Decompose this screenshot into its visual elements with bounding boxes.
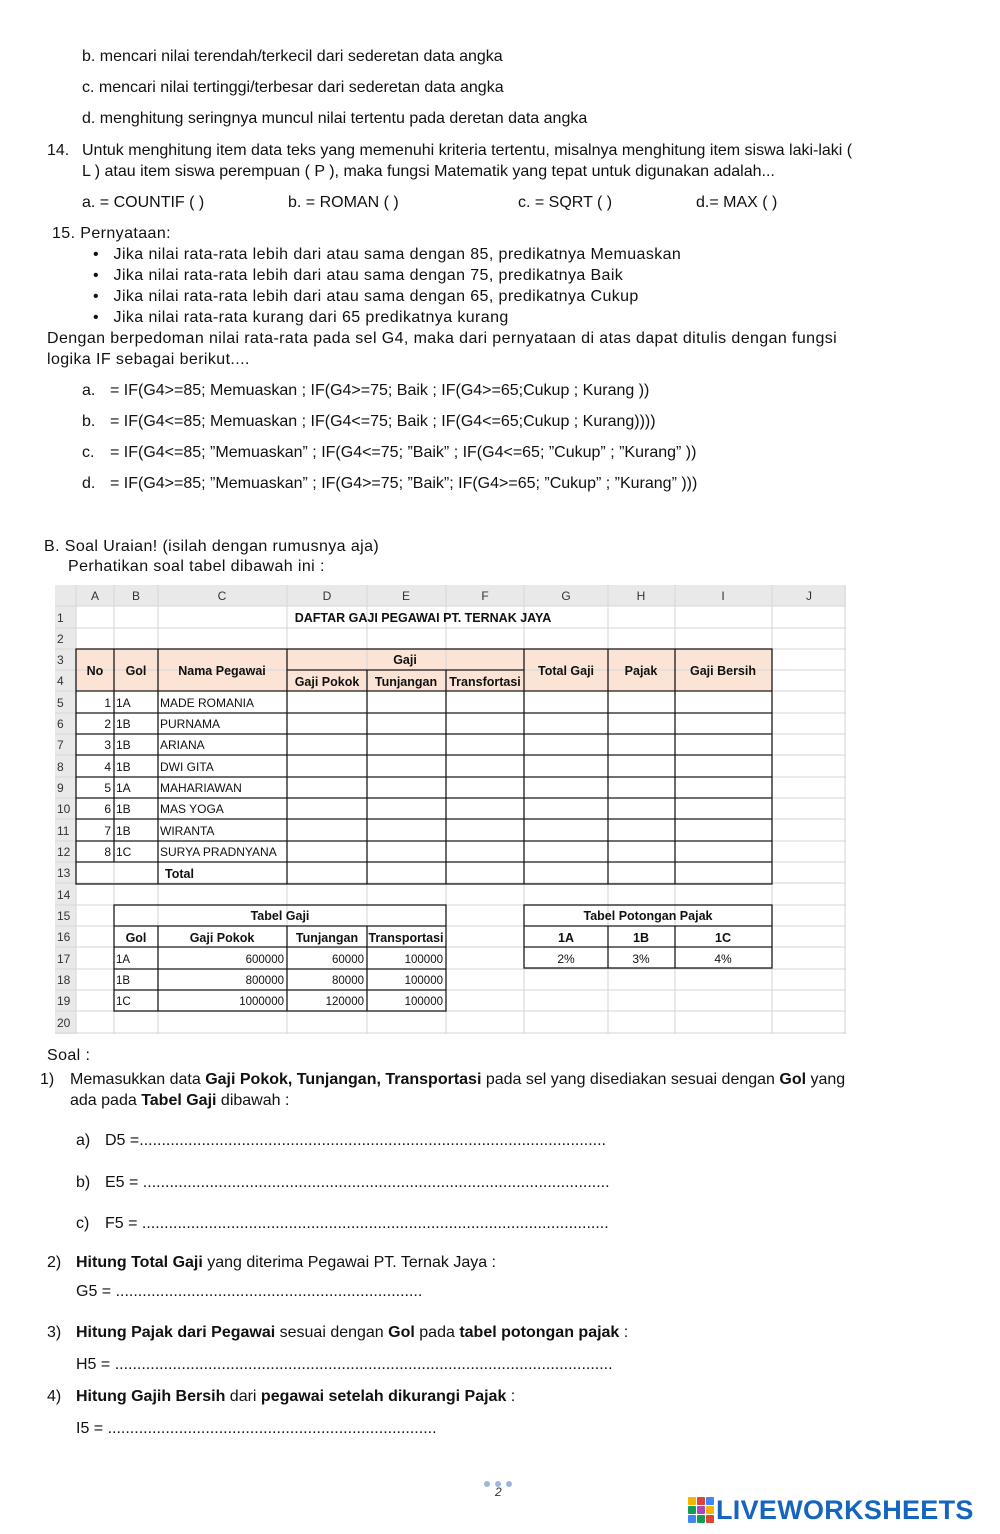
tg-header-gol: Gol [125,931,147,945]
tg-cell: 1000000 [239,996,284,1008]
tp-header-1b: 1B [633,931,649,945]
col-header-a: A [90,589,100,603]
soal-4-number: 4) [47,1388,62,1405]
soal-4-text: Hitung Gajih Bersih dari pegawai setelah dikurangi Pajak : [76,1388,516,1405]
col-header-c: C [217,589,227,603]
header-transfortasi: Transfortasi [449,675,521,689]
q14-line1: Untuk menghitung item data teks yang memenuhi kriteria tertentu, misalnya menghitung item siswa laki-laki ( [82,142,853,159]
header-tunjangan: Tunjangan [374,675,438,689]
section-b-title: B. Soal Uraian! (isilah dengan rumusnya aja) [44,538,380,555]
soal-2-text: Hitung Total Gaji yang diterima Pegawai PT. Ternak Jaya : [76,1254,496,1271]
cell-no: 1 [104,696,111,710]
col-header-d: D [322,589,332,603]
table-row [104,781,241,795]
table-row [104,845,276,859]
soal-1c-answer-line: c) F5 = ......................................................................................................... [76,1215,609,1232]
tg-cell: 800000 [245,975,284,987]
header-gaji: Gaji [393,653,417,667]
table-row [104,802,223,816]
soal-4-answer-line: I5 = .......................................................................... [76,1420,437,1437]
q13-option-b: b. mencari nilai terendah/terkecil dari sederetan data angka [82,48,503,65]
tg-cell: 100000 [404,996,443,1008]
tp-header-1c: 1C [715,931,731,945]
tg-cell: 80000 [332,975,364,987]
liveworksheets-logo[interactable] [688,1496,974,1524]
soal-1-line1: Memasukkan data Gaji Pokok, Tunjangan, Transportasi pada sel yang disediakan sesuai dengan Gol yang [70,1071,846,1088]
col-header-i: I [721,589,725,603]
table-row [104,696,254,710]
cell-no: 5 [104,781,111,795]
col-header-f: F [481,589,489,603]
dot-icon [506,1481,512,1487]
header-nama-pegawai: Nama Pegawai [178,664,266,678]
table-row [104,738,204,752]
header-pajak: Pajak [624,664,658,678]
cell-nama: MADE ROMANIA [160,696,255,710]
cell-no: 2 [104,717,111,731]
col-header-j: J [806,589,812,603]
row-number: 12 [57,845,71,859]
table-row [104,824,214,838]
cell-no: 6 [104,802,111,816]
q15-bullet: • Jika nilai rata-rata kurang dari 65 predikatnya kurang [93,309,509,326]
table-row [104,717,220,731]
soal-1-number: 1) [40,1071,55,1088]
row-number: 6 [57,717,64,731]
cell-nama: WIRANTA [160,824,215,838]
soal-3-text: Hitung Pajak dari Pegawai sesuai dengan Gol pada tabel potongan pajak : [76,1324,629,1341]
col-header-b: B [131,589,141,603]
row-number: 7 [57,738,64,752]
row-number: 5 [57,696,64,710]
page-number: 2 [495,1485,502,1499]
tabel-pajak-title: Tabel Potongan Pajak [583,909,713,923]
row-number: 16 [57,930,71,944]
tg-header-gaji-pokok: Gaji Pokok [189,931,255,945]
cell-gol: 1B [116,738,131,752]
row-number: 20 [57,1016,71,1030]
row-number: 14 [57,888,71,902]
q15-option-b: b. = IF(G4<=85; Memuaskan ; IF(G4<=75; Baik ; IF(G4<=65;Cukup ; Kurang)))) [82,413,656,430]
cell-no: 8 [104,845,111,859]
col-header-h: H [636,589,646,603]
table-row [104,760,213,774]
row-number: 17 [57,952,71,966]
q13-option-d: d. menghitung seringnya muncul nilai tertentu pada deretan data angka [82,110,588,127]
sheet-title: DAFTAR GAJI PEGAWAI PT. TERNAK JAYA [294,611,552,625]
tabel-gaji-headers [126,931,444,945]
cell-gol: 1A [116,781,131,795]
soal-2-number: 2) [47,1254,62,1271]
q14-option-b: b. = ROMAN ( ) [288,194,399,211]
tg-cell: 1C [116,996,131,1008]
q15-title: 15. Pernyataan: [52,225,171,242]
q15-option-d: d. = IF(G4>=85; ”Memuaskan” ; IF(G4>=75; ”Baik”; IF(G4>=65; ”Cukup” ; ”Kurang” ))) [82,475,698,492]
q13-option-c: c. mencari nilai tertinggi/terbesar dari sederetan data angka [82,79,504,96]
tg-cell: 100000 [404,954,443,966]
cell-gol: 1B [116,760,131,774]
q15-option-a: a. = IF(G4>=85; Memuaskan ; IF(G4>=75; Baik ; IF(G4>=65;Cukup ; Kurang )) [82,382,650,399]
tg-cell: 1B [116,975,131,987]
column-header-bar [55,585,846,606]
soal-1b-answer-line: b) E5 = ......................................................................................................... [76,1174,610,1191]
table-row [116,975,443,987]
header-total-gaji: Total Gaji [537,664,595,678]
soal-3-answer-line: H5 = ................................................................................................................ [76,1356,613,1373]
tg-cell: 1A [116,954,131,966]
row-number: 3 [57,653,64,667]
col-header-e: E [401,589,411,603]
dot-icon [484,1481,490,1487]
row-number: 10 [57,802,71,816]
soal-1a-answer-line: a) D5 =......................................................................................................... [76,1132,606,1149]
header-gaji-bersih: Gaji Bersih [690,664,756,678]
row-number: 4 [57,674,64,688]
cell-gol: 1B [116,802,131,816]
cell-no: 7 [104,824,111,838]
row-number: 8 [57,760,64,774]
tp-value: 4% [714,952,732,966]
q15-bullet: • Jika nilai rata-rata lebih dari atau sama dengan 65, predikatnya Cukup [93,288,639,305]
q14-line2: L ) atau item siswa perempuan ( P ), maka fungsi Matematik yang tepat untuk digunakan adalah... [82,163,775,180]
section-b-subtitle: Perhatikan soal tabel dibawah ini : [68,558,325,575]
row-number: 9 [57,781,64,795]
row-number: 19 [57,994,71,1008]
q15-option-c: c. = IF(G4<=85; ”Memuaskan” ; IF(G4<=75; ”Baik” ; IF(G4<=65; ”Cukup” ; ”Kurang” )) [82,444,697,461]
cell-nama: DWI GITA [160,760,214,774]
spreadsheet-svg [55,585,846,1034]
header-gaji-pokok: Gaji Pokok [294,675,360,689]
tg-cell: 600000 [245,954,284,966]
tabel-pajak-values [557,952,732,966]
row-number: 1 [57,611,64,625]
cell-no: 3 [104,738,111,752]
row-number: 13 [57,866,71,880]
spreadsheet-screenshot [55,585,846,1034]
header-gol: Gol [125,664,147,678]
row-number: 15 [57,909,71,923]
tg-cell: 60000 [332,954,364,966]
tg-cell: 100000 [404,975,443,987]
row-number: 11 [57,824,70,838]
soal-2-answer-line: G5 = ..................................................................... [76,1283,423,1300]
total-label: Total [165,867,194,881]
tabel-pajak-headers [558,931,731,945]
q14-option-d: d.= MAX ( ) [696,194,778,211]
row-number: 2 [57,632,64,646]
tp-header-1a: 1A [558,931,574,945]
cell-gol: 1B [116,824,131,838]
tabel-gaji-rows [116,954,443,1008]
tp-value: 3% [632,952,650,966]
q14-number: 14. [47,142,70,159]
tg-header-transportasi: Transportasi [368,931,444,945]
row-number: 18 [57,973,71,987]
cell-nama: SURYA PRADNYANA [160,845,277,859]
cell-nama: ARIANA [160,738,205,752]
tabel-gaji-title: Tabel Gaji [250,909,310,923]
tg-cell: 120000 [325,996,364,1008]
cell-nama: MAS YOGA [160,802,224,816]
soal-1-line2: ada pada Tabel Gaji dibawah : [70,1092,290,1109]
tg-header-tunjangan: Tunjangan [295,931,359,945]
liveworksheets-logo-text: LIVEWORKSHEETS [716,1494,974,1525]
table-row [116,954,443,966]
tp-value: 2% [557,952,575,966]
q15-paragraph-line2: logika IF sebagai berikut.... [47,351,250,368]
header-no: No [86,664,104,678]
cell-gol: 1A [116,696,131,710]
cell-nama: PURNAMA [160,717,221,731]
table-row [116,996,443,1008]
cell-no: 4 [104,760,111,774]
cell-nama: MAHARIAWAN [160,781,242,795]
cell-gol: 1C [116,845,132,859]
liveworksheets-logo-icon [688,1497,714,1523]
soal-title: Soal : [47,1047,91,1064]
col-header-g: G [561,589,571,603]
q15-paragraph-line1: Dengan berpedoman nilai rata-rata pada sel G4, maka dari pernyataan di atas dapat ditulis dengan fungsi [47,330,838,347]
q14-option-a: a. = COUNTIF ( ) [82,194,205,211]
q14-option-c: c. = SQRT ( ) [518,194,613,211]
soal-3-number: 3) [47,1324,62,1341]
cell-gol: 1B [116,717,131,731]
q15-bullet: • Jika nilai rata-rata lebih dari atau sama dengan 75, predikatnya Baik [93,267,624,284]
q15-bullet: • Jika nilai rata-rata lebih dari atau sama dengan 85, predikatnya Memuaskan [93,246,682,263]
